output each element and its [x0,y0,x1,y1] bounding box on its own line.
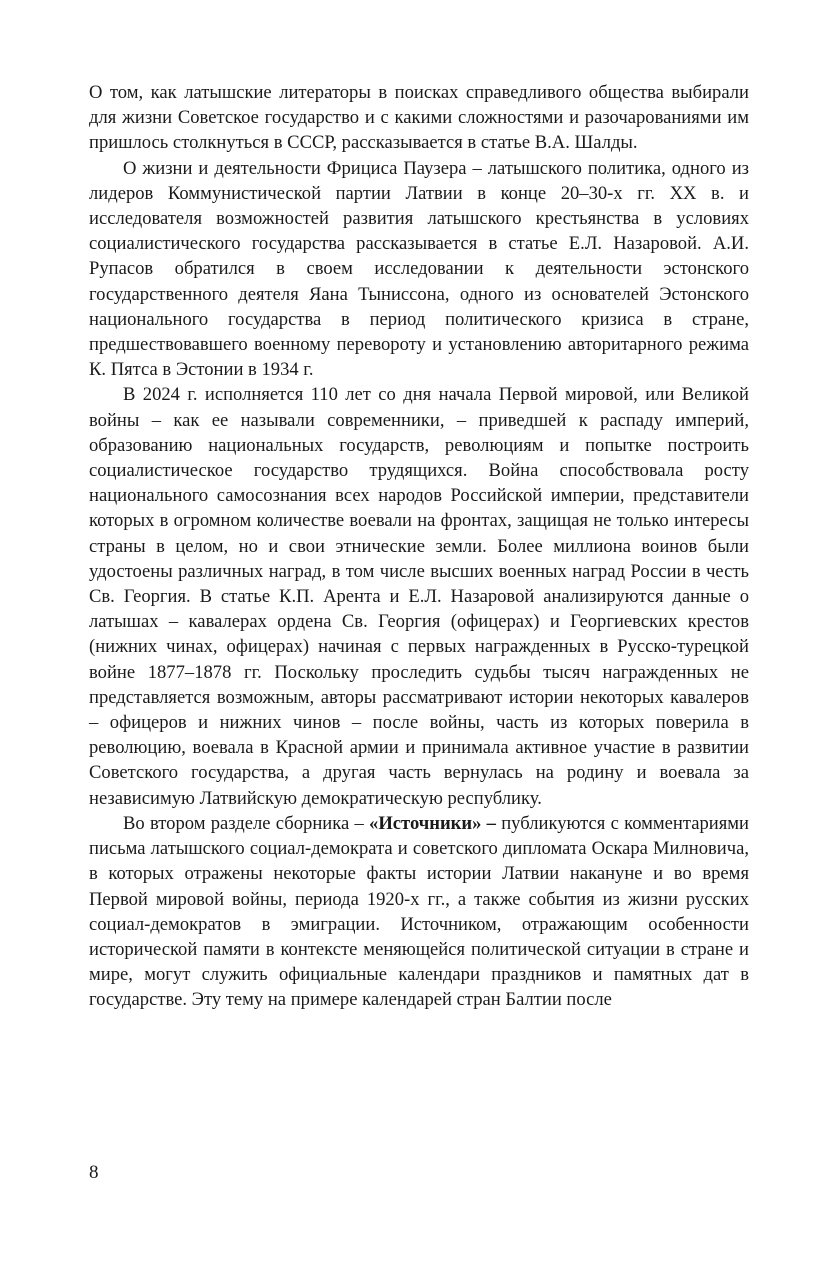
paragraph-4-before: Во втором разделе сборника – [123,812,370,834]
paragraph-3: В 2024 г. исполняется 110 лет со дня начала Первой мировой, или Великой войны – как ее называли современники, – приведшей к распаду империй, образованию национальных государств, революциям и попытке построить социалистическое государство трудящихся. Война способствовала росту национального самосознания всех народов Российской империи, представители которых в огромном количестве воевали на фронтах, защищая не только интересы страны в целом, но и свои этнические земли. Более миллиона воинов были удостоены различных наград, в том числе высших военных наград России в честь Св. Георгия. В статье К.П. Арента и Е.Л. Назаровой анализируются данные о латышах – кавалерах ордена Св. Георгия (офицерах) и Георгиевских крестов (нижних чинах, офицерах) начиная с первых награжденных в Русско-турецкой войне 1877–1878 гг. Поскольку проследить судьбы тысяч награжденных не представляется возможным, авторы рассматривают истории некоторых кавалеров – офицеров и нижних чинов – после войны, часть из которых поверила в революцию, воевала в Красной армии и принимала активное участие в развитии Советского государства, а другая часть вернулась на родину и воевала за независимую Латвийскую демократическую республику. [89,384,749,809]
paragraph-4 [89,811,749,1013]
paragraph-4-after: публикуются с комментариями письма латышского социал-демократа и советского дипломата Оскара Милновича, в которых отражены некоторые факты истории Латвии накануне и во время Первой мировой войны, периода 1920-х гг., а также события из жизни русских социал-демократов в эмиграции. Источником, отражающим особенности исторической памяти в контексте меняющейся политической ситуации в стране и мире, могут служить официальные календари праздников и памятных дат в государстве. Эту тему на примере календарей стран Балтии после [89,812,749,1011]
paragraph-1: О том, как латышские литераторы в поисках справедливого общества выбирали для жизни Советское государство и с какими сложностями и разочарованиями им пришлось столкнуться в СССР, рассказывается в статье В.А. Шалды. [89,82,749,154]
page-number: 8 [89,1162,99,1183]
section-title-sources: «Источники» – [369,812,496,834]
page-body [89,80,749,1013]
paragraph-2: О жизни и деятельности Фрициса Паузера – латышского политика, одного из лидеров Коммунистической партии Латвии в конце 20–30-х гг. XX в. и исследователя возможностей развития латышского крестьянства в условиях социалистического государства рассказывается в статье Е.Л. Назаровой. А.И. Рупасов обратился в своем исследовании к деятельности эстонского государственного деятеля Яана Тыниссона, одного из основателей Эстонского национального государства в период политического кризиса в стране, предшествовавшего военному перевороту и установлению авторитарного режима К. Пятса в Эстонии в 1934 г. [89,157,749,381]
